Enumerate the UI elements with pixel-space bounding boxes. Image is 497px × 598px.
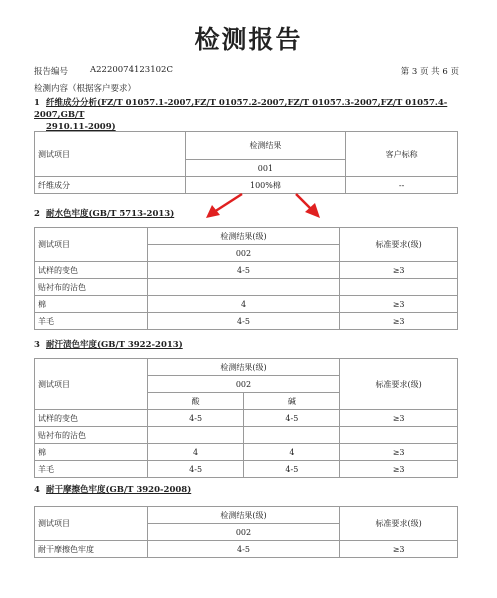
header-test-item: 测试项目 [35,359,148,410]
table-row: 贴衬布的沾色 [35,427,458,444]
header-test-item: 测试项目 [35,228,148,262]
header-sample-id: 002 [147,245,340,262]
section-2-title: 2 耐水色牢度(GB/T 5713-2013) [34,209,175,219]
header-alkali: 碱 [244,393,340,410]
table-row: 羊毛 4-5 ≥3 [35,313,458,330]
row-result: 100%棉 [185,177,346,194]
table-row: 棉 4 ≥3 [35,296,458,313]
content-label: 检测内容（根据客户要求） [34,84,137,94]
page-info: 第 3 页 共 6 页 [400,67,459,77]
table-row: 试样的变色 4-5 ≥3 [35,262,458,279]
perspiration-fastness-table [34,358,458,478]
header-standard: 标准要求(级) [340,228,458,262]
table-row: 棉 4 4 ≥3 [35,444,458,461]
dry-rubbing-fastness-table [34,506,458,558]
report-title: 检测报告 [194,25,303,54]
water-fastness-table [34,227,458,330]
header-result: 检测结果(级) [147,359,340,376]
table-row: 羊毛 4-5 4-5 ≥3 [35,461,458,478]
header-test-item: 测试项目 [35,132,186,177]
header-test-item: 测试项目 [35,507,148,541]
header-sample-id: 002 [147,376,340,393]
table-row: 试样的变色 4-5 4-5 ≥3 [35,410,458,427]
header-sample-id: 002 [147,524,340,541]
header-standard: 标准要求(级) [340,507,458,541]
table-row: 耐干摩擦色牢度 4-5 ≥3 [35,541,458,558]
row-std: -- [346,177,458,194]
table-row: 贴衬布的沾色 [35,279,458,296]
report-number-label: 报告编号 [34,67,69,77]
header-standard: 标准要求(级) [340,359,458,410]
arrow-right-icon [296,194,320,218]
section-3-title: 3 耐汗渍色牢度(GB/T 3922-2013) [34,340,183,350]
header-sample-id: 001 [185,160,346,177]
header-result: 检测结果 [185,132,346,160]
row-item: 纤维成分 [35,177,186,194]
header-result: 检测结果(级) [147,507,340,524]
fiber-composition-table [34,131,458,194]
annotation-arrows [200,188,330,224]
header-customer-label: 客户标称 [346,132,458,177]
report-number: A2220074123102C [90,65,173,75]
header-result: 检测结果(级) [147,228,340,245]
section-4-title: 4 耐干摩擦色牢度(GB/T 3920-2008) [34,485,192,495]
section-1-title: 1 纤维成分分析(FZ/T 01057.1-2007,FZ/T 01057.2-2007,FZ/T 01057.3-2007,FZ/T 01057.4-2007,GB/T 2910.11-2009) [34,98,448,132]
arrow-left-icon [206,194,242,218]
header-acid: 酸 [147,393,244,410]
